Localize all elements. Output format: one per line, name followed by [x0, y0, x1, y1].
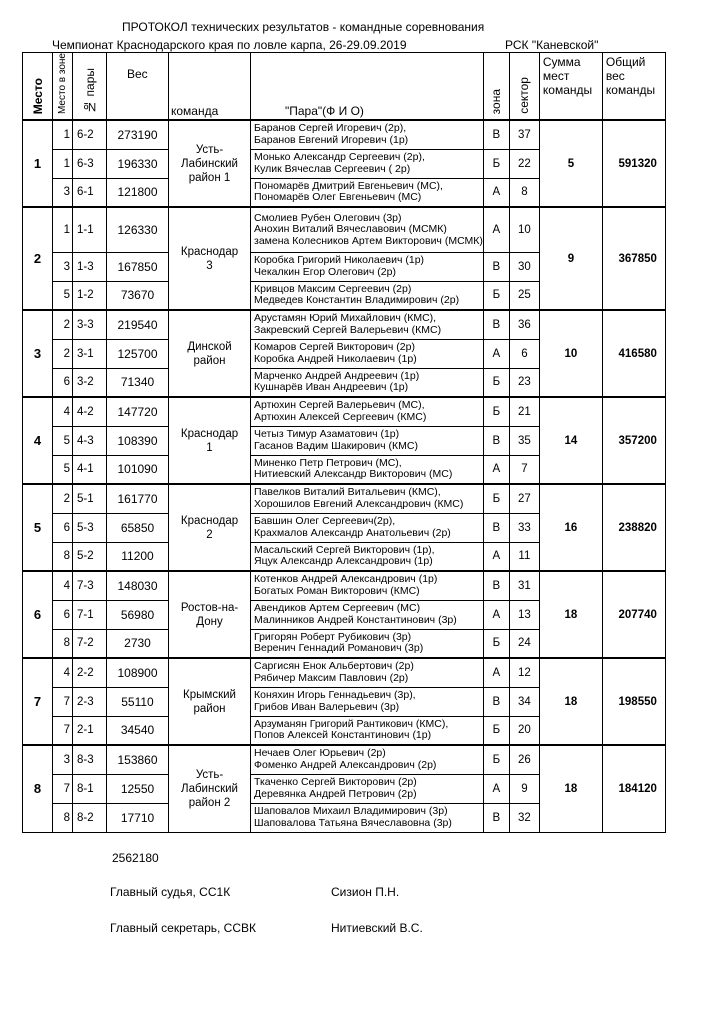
pair-weight: 147720 — [107, 397, 169, 426]
sector-number: 23 — [509, 368, 539, 397]
place-in-zone: 1 — [53, 207, 73, 252]
pair-number-text: 5-2 — [77, 550, 94, 563]
pair-members — [251, 310, 484, 339]
member-name: замена Колесников Артем Викторович (МСМК) — [254, 234, 483, 247]
team-place: 4 — [23, 397, 53, 484]
team-sum-places: 14 — [539, 397, 602, 484]
pair-members — [251, 745, 484, 774]
member-name: Котенков Андрей Александрович (1р) — [254, 573, 438, 586]
team-sum-places: 9 — [539, 207, 602, 310]
member-name: Закревский Сергей Валерьевич (КМС) — [254, 323, 442, 336]
pair-weight: 12550 — [107, 774, 169, 803]
pair-number — [73, 252, 107, 281]
pair-weight: 17710 — [107, 803, 169, 832]
pair-weight: 161770 — [107, 484, 169, 513]
team-place: 3 — [23, 310, 53, 397]
sector-number: 33 — [509, 513, 539, 542]
sector-number: 26 — [509, 745, 539, 774]
pair-weight: 65850 — [107, 513, 169, 542]
zone-letter: А — [483, 542, 509, 571]
zone-letter: Б — [483, 716, 509, 745]
pair-number-text: 1-3 — [77, 260, 94, 273]
sector-number: 8 — [509, 178, 539, 207]
club-name: РСК "Каневской" — [505, 38, 599, 52]
team-name: Ростов-на-Дону — [169, 571, 251, 658]
member-name: Яцук Александр Александрович (1р) — [254, 555, 433, 568]
zone-letter: Б — [483, 629, 509, 658]
zone-letter: А — [483, 339, 509, 368]
pair-number — [73, 455, 107, 484]
place-in-zone: 6 — [53, 600, 73, 629]
pair-number — [73, 571, 107, 600]
zone-letter: В — [483, 310, 509, 339]
sector-number: 6 — [509, 339, 539, 368]
member-name: Пономарёв Олег Евгеньевич (МС) — [254, 191, 422, 204]
pair-number-text: 6-1 — [77, 186, 94, 199]
pair-members — [251, 484, 484, 513]
pair-members — [251, 687, 484, 716]
pair-weight: 2730 — [107, 629, 169, 658]
pair-members — [251, 513, 484, 542]
zone-letter: Б — [483, 745, 509, 774]
pair-number-text: 8-3 — [77, 753, 94, 766]
pair-number-text: 5-3 — [77, 521, 94, 534]
zone-letter: Б — [483, 484, 509, 513]
member-name: Деревянка Андрей Петрович (2р) — [254, 787, 417, 800]
table-row — [23, 310, 666, 339]
pair-members — [251, 542, 484, 571]
member-name: Монько Александр Сергеевич (2р), — [254, 151, 425, 164]
pair-members — [251, 658, 484, 687]
pair-number — [73, 281, 107, 310]
header-pair-no: № пары — [73, 53, 107, 121]
pair-weight: 11200 — [107, 542, 169, 571]
member-name: Смолиев Рубен Олегович (3р) — [254, 211, 402, 224]
pair-weight: 167850 — [107, 252, 169, 281]
pair-weight: 219540 — [107, 310, 169, 339]
zone-letter: А — [483, 455, 509, 484]
pair-members — [251, 281, 484, 310]
table-row — [23, 484, 666, 513]
place-in-zone: 2 — [53, 339, 73, 368]
header-place-in-zone: Место в зоне — [53, 53, 73, 121]
sector-number: 20 — [509, 716, 539, 745]
pair-members — [251, 149, 484, 178]
team-place: 5 — [23, 484, 53, 571]
pair-weight: 55110 — [107, 687, 169, 716]
place-in-zone: 3 — [53, 178, 73, 207]
table-row — [23, 745, 666, 774]
pair-members — [251, 120, 484, 149]
team-sum-places: 5 — [539, 120, 602, 207]
pair-weight: 121800 — [107, 178, 169, 207]
pair-weight: 196330 — [107, 149, 169, 178]
team-name: Краснодар 3 — [169, 207, 251, 310]
pair-number-text: 7-3 — [77, 579, 94, 592]
header-place: Место — [23, 53, 53, 121]
pair-number-text: 7-2 — [77, 637, 94, 650]
zone-letter: Б — [483, 149, 509, 178]
sector-number: 25 — [509, 281, 539, 310]
member-name: Гасанов Вадим Шакирович (КМС) — [254, 439, 419, 452]
member-name: Коняхин Игорь Геннадьевич (3р), — [254, 689, 416, 702]
pair-members — [251, 571, 484, 600]
sector-number: 31 — [509, 571, 539, 600]
member-name: Малинников Андрей Константинович (3р) — [254, 613, 457, 626]
place-in-zone: 2 — [53, 484, 73, 513]
member-name: Артюхин Сергей Валерьевич (МС), — [254, 399, 425, 412]
pair-members — [251, 629, 484, 658]
pair-members — [251, 178, 484, 207]
member-name: Бавшин Олег Сергеевич(2р), — [254, 515, 396, 528]
place-in-zone: 7 — [53, 716, 73, 745]
team-sum-places: 18 — [539, 745, 602, 832]
header-total-weight: Общий вес команды — [602, 53, 665, 121]
pair-number — [73, 542, 107, 571]
team-total-weight: 357200 — [602, 397, 665, 484]
zone-letter: Б — [483, 368, 509, 397]
member-name: Масальский Сергей Викторович (1р), — [254, 543, 435, 556]
sector-number: 37 — [509, 120, 539, 149]
pair-members — [251, 455, 484, 484]
member-name: Чекалкин Егор Олегович (2р) — [254, 265, 396, 278]
grand-total: 2562180 — [112, 851, 159, 865]
member-name: Кушнарёв Иван Андреевич (1р) — [254, 381, 409, 394]
pair-weight: 148030 — [107, 571, 169, 600]
secretary-role: Главный секретарь, ССВК — [110, 921, 256, 935]
zone-letter: В — [483, 426, 509, 455]
pair-number-text: 3-2 — [77, 376, 94, 389]
place-in-zone: 4 — [53, 571, 73, 600]
pair-number-text: 2-1 — [77, 724, 94, 737]
pair-weight: 34540 — [107, 716, 169, 745]
pair-members — [251, 397, 484, 426]
zone-letter: А — [483, 207, 509, 252]
pair-weight: 273190 — [107, 120, 169, 149]
pair-number-text: 2-3 — [77, 695, 94, 708]
pair-number — [73, 774, 107, 803]
header-pair: "Пара"(Ф И О) — [251, 53, 484, 121]
team-place: 7 — [23, 658, 53, 745]
team-name: Краснодар 1 — [169, 397, 251, 484]
pair-number-text: 1-2 — [77, 289, 94, 302]
pair-number — [73, 207, 107, 252]
team-name: Крымский район — [169, 658, 251, 745]
team-total-weight: 198550 — [602, 658, 665, 745]
sector-number: 36 — [509, 310, 539, 339]
sector-number: 24 — [509, 629, 539, 658]
pair-number — [73, 716, 107, 745]
pair-weight: 125700 — [107, 339, 169, 368]
member-name: Шаповалов Михаил Владимирович (3р) — [254, 805, 448, 818]
pair-number — [73, 120, 107, 149]
member-name: Нитиевский Александр Викторович (МС) — [254, 468, 453, 481]
pair-number — [73, 745, 107, 774]
pair-members — [251, 774, 484, 803]
secretary-name: Нитиевский В.С. — [331, 921, 423, 935]
member-name: Баранов Сергей Игоревич (2р), — [254, 122, 407, 135]
sector-number: 7 — [509, 455, 539, 484]
team-sum-places: 18 — [539, 571, 602, 658]
member-name: Веренич Геннадий Романович (3р) — [254, 642, 424, 655]
place-in-zone: 4 — [53, 658, 73, 687]
place-in-zone: 7 — [53, 774, 73, 803]
pair-number-text: 6-3 — [77, 157, 94, 170]
team-total-weight: 367850 — [602, 207, 665, 310]
team-name: Усть-Лабинский район 2 — [169, 745, 251, 832]
pair-members — [251, 426, 484, 455]
results-table — [22, 52, 666, 833]
place-in-zone: 1 — [53, 120, 73, 149]
header-zone: зона — [483, 53, 509, 121]
team-place: 2 — [23, 207, 53, 310]
sector-number: 35 — [509, 426, 539, 455]
member-name: Грибов Иван Валерьевич (3р) — [254, 700, 400, 713]
member-name: Миненко Петр Петрович (МС), — [254, 456, 402, 469]
member-name: Кулик Вячеслав Сергеевич ( 2р) — [254, 162, 411, 175]
table-row — [23, 571, 666, 600]
member-name: Нечаев Олег Юрьевич (2р) — [254, 747, 386, 760]
place-in-zone: 3 — [53, 252, 73, 281]
team-sum-places: 18 — [539, 658, 602, 745]
sector-number: 9 — [509, 774, 539, 803]
table-row — [23, 120, 666, 149]
pair-number-text: 3-1 — [77, 347, 94, 360]
pair-number-text: 5-1 — [77, 492, 94, 505]
pair-number — [73, 178, 107, 207]
pair-number-text: 3-3 — [77, 318, 94, 331]
pair-number-text: 4-2 — [77, 405, 94, 418]
pair-members — [251, 339, 484, 368]
zone-letter: В — [483, 687, 509, 716]
pair-number — [73, 339, 107, 368]
pair-members — [251, 252, 484, 281]
member-name: Марченко Андрей Андреевич (1р) — [254, 369, 420, 382]
table-row — [23, 397, 666, 426]
member-name: Саргисян Енок Альбертович (2р) — [254, 660, 414, 673]
pair-number-text: 6-2 — [77, 128, 94, 141]
zone-letter: Б — [483, 397, 509, 426]
pair-members — [251, 207, 484, 252]
zone-letter: Б — [483, 281, 509, 310]
member-name: Арустамян Юрий Михайлович (КМС), — [254, 312, 437, 325]
place-in-zone: 7 — [53, 687, 73, 716]
zone-letter: В — [483, 120, 509, 149]
team-total-weight: 207740 — [602, 571, 665, 658]
team-total-weight: 416580 — [602, 310, 665, 397]
header-team: команда — [169, 53, 251, 121]
member-name: Арзуманян Григорий Рантикович (КМС), — [254, 717, 449, 730]
member-name: Ткаченко Сергей Викторович (2р) — [254, 776, 417, 789]
place-in-zone: 5 — [53, 281, 73, 310]
team-total-weight: 184120 — [602, 745, 665, 832]
header-weight: Вес — [107, 53, 169, 121]
zone-letter: А — [483, 658, 509, 687]
member-name: Коробка Андрей Николаевич (1р) — [254, 352, 417, 365]
place-in-zone: 1 — [53, 149, 73, 178]
pair-number — [73, 629, 107, 658]
place-in-zone: 6 — [53, 368, 73, 397]
zone-letter: А — [483, 774, 509, 803]
header-sum-places: Сумма мест команды — [539, 53, 602, 121]
team-name: Динской район — [169, 310, 251, 397]
place-in-zone: 8 — [53, 542, 73, 571]
team-total-weight: 591320 — [602, 120, 665, 207]
member-name: Рябичер Максим Павлович (2р) — [254, 671, 409, 684]
pair-members — [251, 368, 484, 397]
zone-letter: А — [483, 600, 509, 629]
pair-members — [251, 600, 484, 629]
place-in-zone: 2 — [53, 310, 73, 339]
member-name: Авендиков Артем Сергеевич (МС) — [254, 602, 421, 615]
table-row — [23, 207, 666, 252]
team-sum-places: 16 — [539, 484, 602, 571]
pair-number — [73, 513, 107, 542]
pair-members — [251, 716, 484, 745]
place-in-zone: 6 — [53, 513, 73, 542]
pair-number-text: 7-1 — [77, 608, 94, 621]
pair-number-text: 2-2 — [77, 666, 94, 679]
pair-weight: 108900 — [107, 658, 169, 687]
pair-number — [73, 149, 107, 178]
member-name: Хорошилов Евгений Александрович (КМС) — [254, 497, 464, 510]
pair-number — [73, 397, 107, 426]
pair-weight: 108390 — [107, 426, 169, 455]
member-name: Артюхин Алексей Сергеевич (КМС) — [254, 410, 427, 423]
header-row — [23, 53, 666, 121]
place-in-zone: 8 — [53, 803, 73, 832]
member-name: Богатых Роман Викторович (КМС) — [254, 584, 420, 597]
place-in-zone: 3 — [53, 745, 73, 774]
team-sum-places: 10 — [539, 310, 602, 397]
document-title: ПРОТОКОЛ технических результатов - командные соревнования — [122, 20, 485, 34]
pair-number-text: 8-1 — [77, 782, 94, 795]
sector-number: 13 — [509, 600, 539, 629]
place-in-zone: 4 — [53, 397, 73, 426]
member-name: Шаповалова Татьяна Вячеславовна (3р) — [254, 816, 452, 829]
pair-number — [73, 368, 107, 397]
table-row — [23, 658, 666, 687]
team-total-weight: 238820 — [602, 484, 665, 571]
place-in-zone: 5 — [53, 455, 73, 484]
member-name: Анохин Виталий Вячеславович (МСМК) — [254, 223, 447, 236]
sector-number: 27 — [509, 484, 539, 513]
zone-letter: В — [483, 571, 509, 600]
judge-role: Главный судья, СС1К — [110, 885, 231, 899]
pair-number — [73, 426, 107, 455]
place-in-zone: 5 — [53, 426, 73, 455]
zone-letter: В — [483, 513, 509, 542]
pair-number-text: 4-1 — [77, 463, 94, 476]
pair-weight: 101090 — [107, 455, 169, 484]
member-name: Комаров Сергей Викторович (2р) — [254, 341, 415, 354]
pair-number — [73, 600, 107, 629]
pair-weight: 56980 — [107, 600, 169, 629]
sector-number: 22 — [509, 149, 539, 178]
sector-number: 12 — [509, 658, 539, 687]
member-name: Павелков Виталий Витальевич (КМС), — [254, 486, 441, 499]
place-in-zone: 8 — [53, 629, 73, 658]
sector-number: 34 — [509, 687, 539, 716]
member-name: Коробка Григорий Николаевич (1р) — [254, 254, 425, 267]
member-name: Крахмалов Александр Анатольевич (2р) — [254, 526, 451, 539]
member-name: Григорян Роберт Рубикович (3р) — [254, 630, 412, 643]
team-place: 8 — [23, 745, 53, 832]
team-place: 6 — [23, 571, 53, 658]
zone-letter: А — [483, 178, 509, 207]
zone-letter: В — [483, 803, 509, 832]
team-place: 1 — [23, 120, 53, 207]
pair-weight: 73670 — [107, 281, 169, 310]
member-name: Попов Алексей Константинович (1р) — [254, 729, 432, 742]
member-name: Медведев Константин Владимирович (2р) — [254, 294, 460, 307]
member-name: Баранов Евгений Игоревич (1р) — [254, 133, 409, 146]
pair-number-text: 8-2 — [77, 811, 94, 824]
pair-number — [73, 310, 107, 339]
sector-number: 21 — [509, 397, 539, 426]
pair-members — [251, 803, 484, 832]
pair-weight: 71340 — [107, 368, 169, 397]
pair-weight: 153860 — [107, 745, 169, 774]
pair-number — [73, 484, 107, 513]
pair-number — [73, 687, 107, 716]
member-name: Четыз Тимур Азаматович (1р) — [254, 428, 400, 441]
member-name: Кривцов Максим Сергеевич (2р) — [254, 282, 412, 295]
pair-number — [73, 803, 107, 832]
pair-number — [73, 658, 107, 687]
member-name: Пономарёв Дмитрий Евгеньевич (МС), — [254, 179, 443, 192]
sector-number: 11 — [509, 542, 539, 571]
sector-number: 32 — [509, 803, 539, 832]
sector-number: 30 — [509, 252, 539, 281]
judge-name: Сизион П.Н. — [331, 885, 400, 899]
header-sector: сектор — [509, 53, 539, 121]
pair-weight: 126330 — [107, 207, 169, 252]
pair-number-text: 1-1 — [77, 223, 94, 236]
team-name: Усть-Лабинский район 1 — [169, 120, 251, 207]
pair-number-text: 4-3 — [77, 434, 94, 447]
document-subtitle: Чемпионат Краснодарского края по ловле карпа, 26-29.09.2019 — [52, 38, 407, 52]
member-name: Фоменко Андрей Александрович (2р) — [254, 758, 437, 771]
team-name: Краснодар 2 — [169, 484, 251, 571]
zone-letter: В — [483, 252, 509, 281]
sector-number: 10 — [509, 207, 539, 252]
